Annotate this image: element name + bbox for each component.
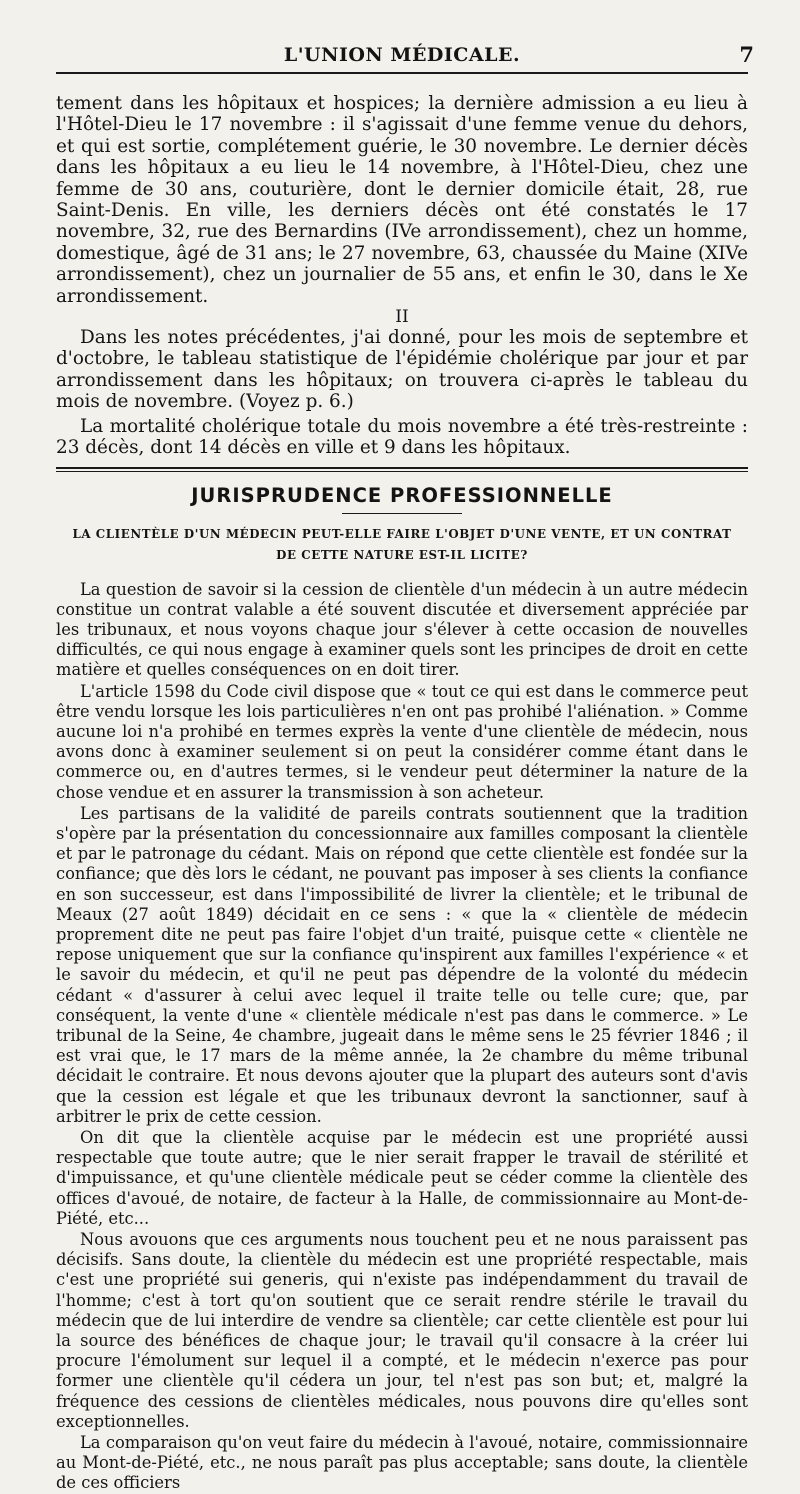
article-subtitle: [56, 524, 748, 566]
subtitle-line-1: LA CLIENTÈLE D'UN MÉDECIN PEUT-ELLE FAIRE L'OBJET D'UNE VENTE, ET UN CONTRAT: [72, 526, 732, 541]
article-body: [56, 580, 748, 1494]
article-paragraph: Les partisans de la validité de pareils contrats soutiennent que la tradition s'opère par la présentation du concessionnaire aux familles composant la clientèle et par le patronage du cédant. Mais on répond que cette clientèle est fondée sur la confiance; que dès lors le cédant, ne pouvant pas imposer à ses clients la confiance en son successeur, est dans l'impossibilité de livrer la clientèle; et le tribunal de Meaux (27 août 1849) décidait en ce sens : « que la « clientèle de médecin proprement dite ne peut pas faire l'objet d'un traité, puisque cette « clientèle ne repose uniquement que sur la confiance qu'inspirent aux familles l'expérience « et le savoir du médecin, et qu'il ne peut pas dépendre de la volonté du médecin cédant « d'assurer à celui avec lequel il traite telle ou telle cure; que, par conséquent, la vente d'une « clientèle médicale n'est pas dans le commerce. » Le tribunal de la Seine, 4e chambre, jugeait dans le même sens le 25 février 1846 ; il est vrai que, le 17 mars de la même année, la 2e chambre du même tribunal décidait le contraire. Et nous devons ajouter que la plupart des auteurs sont d'avis que la cession est légale et que les tribunaux devront la sanctionner, sauf à arbitrer le prix de cette cession.: [56, 803, 748, 1126]
section-title: JURISPRUDENCE PROFESSIONNELLE: [191, 483, 613, 507]
subtitle-line-2: DE CETTE NATURE EST-IL LICITE?: [276, 547, 528, 562]
page-header: [56, 0, 754, 74]
article-paragraph: Nous avouons que ces arguments nous touchent peu et ne nous paraissent pas décisifs. Sans doute, la clientèle du médecin est une propriété respectable, mais c'est une propriété sui generis, qui n'existe pas indépendamment du travail de l'homme; c'est à tort qu'on soutient que ce serait rendre stérile le travail du médecin que de lui interdire de vendre sa clientèle; car cette clientèle est pour lui la source des bénéfices de chaque jour; le travail qu'il consacre à la créer lui procure l'émolument sur lequel il a compté, et le médecin n'exerce pas pour former une clientèle qu'il cédera un jour, tel n'est pas son but; et, malgré la fréquence des cessions de clientèles médicales, nous pouvons dire qu'elles sont exceptionnelles.: [56, 1230, 748, 1431]
title-underline: [342, 513, 462, 514]
running-title: L'UNION MÉDICALE.: [283, 44, 521, 66]
section-numeral: II: [395, 307, 409, 328]
article-paragraph: On dit que la clientèle acquise par le médecin est une propriété aussi respectable que toute autre; que le nier serait frapper le travail de stérilité et d'impuissance, et qu'une clientèle médicale peut se céder comme la clientèle des offices d'avoué, de notaire, de facteur à la Halle, de commissionnaire au Mont-de-Piété, etc...: [56, 1127, 748, 1228]
article-paragraph: L'article 1598 du Code civil dispose que « tout ce qui est dans le commerce peut être vendu lorsque les lois particulières n'en ont pas prohibé l'aliénation. » Comme aucune loi n'a prohibé en termes exprès la vente d'une clientèle de médecin, nous avons donc à examiner seulement si on peut la considérer comme étant dans le commerce ou, en d'autres termes, si le vendeur peut déterminer la nature de la chose vendue et en assurer la transmission à son acheteur.: [56, 681, 748, 802]
page-number: 7: [739, 42, 754, 67]
article-paragraph: La comparaison qu'on veut faire du médecin à l'avoué, notaire, commissionnaire au Mont-de-Piété, etc., ne nous paraît pas plus acceptable; sans doute, la clientèle de ces officiers: [56, 1433, 748, 1493]
article-paragraph: La question de savoir si la cession de clientèle d'un médecin à un autre médecin constitue un contrat valable a été souvent discutée et diversement appréciée par les tribunaux, et nous voyons chaque jour s'élever à cette occasion de nouvelles difficultés, ce qui nous engage à examiner quels sont les principes de droit en cette matière et quelles conséquences on en doit tirer.: [56, 579, 748, 680]
section-divider: [56, 467, 748, 472]
mortality-paragraph: La mortalité cholérique totale du mois novembre a été très-restreinte : 23 décès, dont 14 décès en ville et 9 dans les hôpitaux.: [56, 415, 748, 459]
statistics-paragraph: Dans les notes précédentes, j'ai donné, pour les mois de septembre et d'octobre, le tableau statistique de l'épidémie cholérique par jour et par arrondissement dans les hôpitaux; on trouvera ci-après le tableau du mois de novembre. (Voyez p. 6.): [56, 327, 748, 413]
continuation-paragraph: tement dans les hôpitaux et hospices; la dernière admission a eu lieu à l'Hôtel-Dieu le 17 novembre : il s'agissait d'une femme venue du dehors, et qui est sortie, complétement guérie, le 30 novembre. Le dernier décès dans les hôpitaux a eu lieu le 14 novembre, à l'Hôtel-Dieu, chez une femme de 30 ans, couturière, dont le dernier domicile était, 28, rue Saint-Denis. En ville, les derniers décès ont été constatés le 17 novembre, 32, rue des Bernardins (IVe arrondissement), chez un homme, domestique, âgé de 31 ans; le 27 novembre, 63, chaussée du Maine (XIVe arrondissement), chez un journalier de 55 ans, et enfin le 30, dans le Xe arrondissement.: [56, 93, 748, 307]
